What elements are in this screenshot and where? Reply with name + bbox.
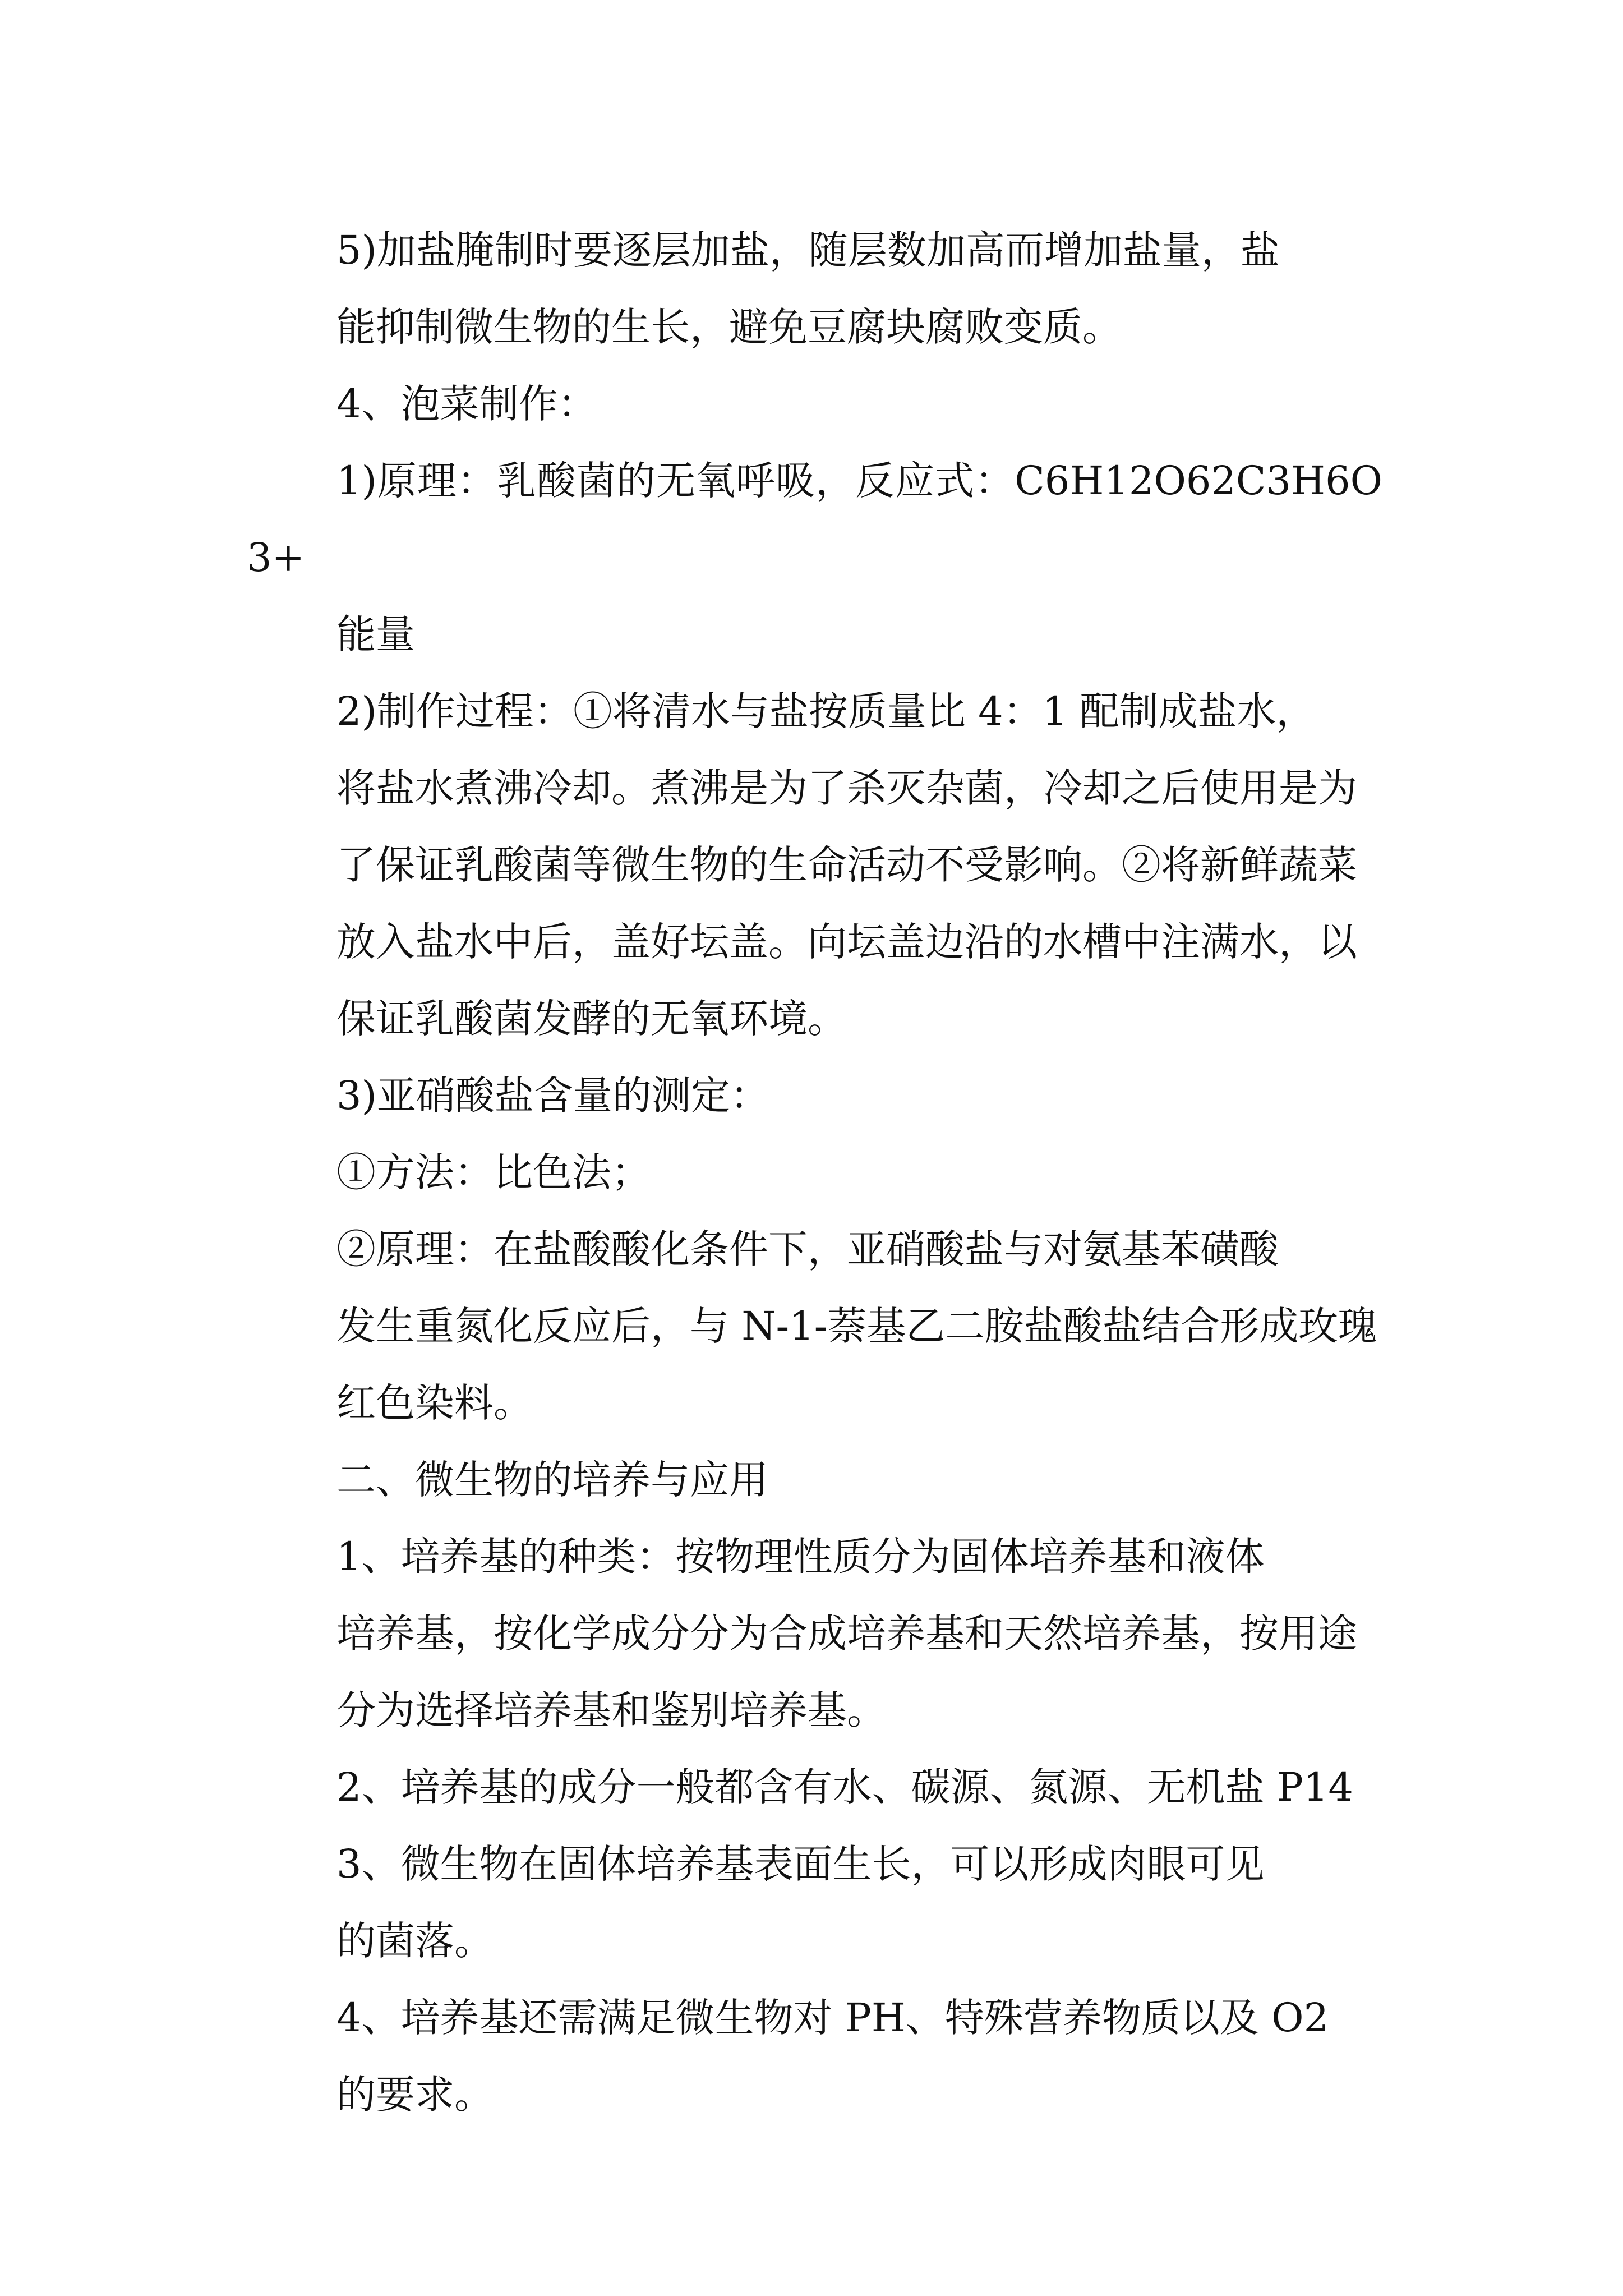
text-line: 发生重氮化反应后，与 N-1-萘基乙二胺盐酸盐结合形成玫瑰	[336, 1303, 1377, 1349]
paragraph-medium-components	[247, 1749, 1382, 1826]
text-line: 将盐水煮沸冷却。煮沸是为了杀灭杂菌，冷却之后使用是为	[336, 765, 1357, 811]
text-line: 4、泡菜制作：	[336, 381, 597, 427]
text-line: 2、培养基的成分一般都含有水、碳源、氮源、无机盐 P14	[336, 1764, 1353, 1810]
text-line: 5)加盐腌制时要逐层加盐，随层数加高而增加盐量，盐	[336, 227, 1280, 273]
text-line: 1、培养基的种类：按物理性质分为固体培养基和液体	[336, 1534, 1265, 1580]
paragraph-medium-types	[247, 1519, 1382, 1749]
paragraph-nitrite-principle	[247, 1211, 1382, 1442]
paragraph-method	[247, 1134, 1382, 1211]
text-line: 的菌落。	[336, 1918, 494, 1964]
text-line: 3)亚硝酸盐含量的测定：	[336, 1073, 769, 1119]
text-line: 的要求。	[336, 2072, 494, 2118]
text-line: 红色染料。	[336, 1380, 533, 1426]
text-line: 分为选择培养基和鉴别培养基。	[336, 1687, 886, 1733]
paragraph-colonies	[247, 1826, 1382, 1980]
paragraph-principle	[247, 443, 1382, 673]
text-line: 能量	[336, 611, 415, 657]
text-line: 培养基，按化学成分分为合成培养基和天然培养基，按用途	[336, 1611, 1357, 1657]
text-line: 保证乳酸菌发酵的无氧环境。	[336, 996, 847, 1042]
text-line: 能抑制微生物的生长，避免豆腐块腐败变质。	[336, 304, 1122, 350]
text-line: ①方法：比色法；	[336, 1149, 651, 1195]
paragraph-process	[247, 673, 1382, 1057]
section-heading-pickles	[247, 366, 1382, 443]
paragraph-salting	[247, 212, 1382, 366]
paragraph-nitrite-heading	[247, 1057, 1382, 1134]
text-line: 放入盐水中后，盖好坛盖。向坛盖边沿的水槽中注满水，以	[336, 919, 1357, 965]
text-line: ②原理：在盐酸酸化条件下，亚硝酸盐与对氨基苯磺酸	[336, 1226, 1279, 1272]
text-line: 二、微生物的培养与应用	[336, 1457, 768, 1503]
text-line: 了保证乳酸菌等微生物的生命活动不受影响。②将新鲜蔬菜	[336, 842, 1357, 888]
section-heading-microbes	[247, 1442, 1382, 1519]
paragraph-requirements	[247, 1980, 1382, 2133]
text-line: 2)制作过程：①将清水与盐按质量比 4：1 配制成盐水，	[336, 688, 1316, 734]
text-line: 1)原理：乳酸菌的无氧呼吸，反应式：C6H12O62C3H6O3+	[247, 458, 1382, 581]
text-line: 4、培养基还需满足微生物对 PH、特殊营养物质以及 O2	[336, 1995, 1329, 2041]
body-text	[247, 212, 1382, 2133]
text-line: 3、微生物在固体培养基表面生长，可以形成肉眼可见	[336, 1841, 1265, 1887]
